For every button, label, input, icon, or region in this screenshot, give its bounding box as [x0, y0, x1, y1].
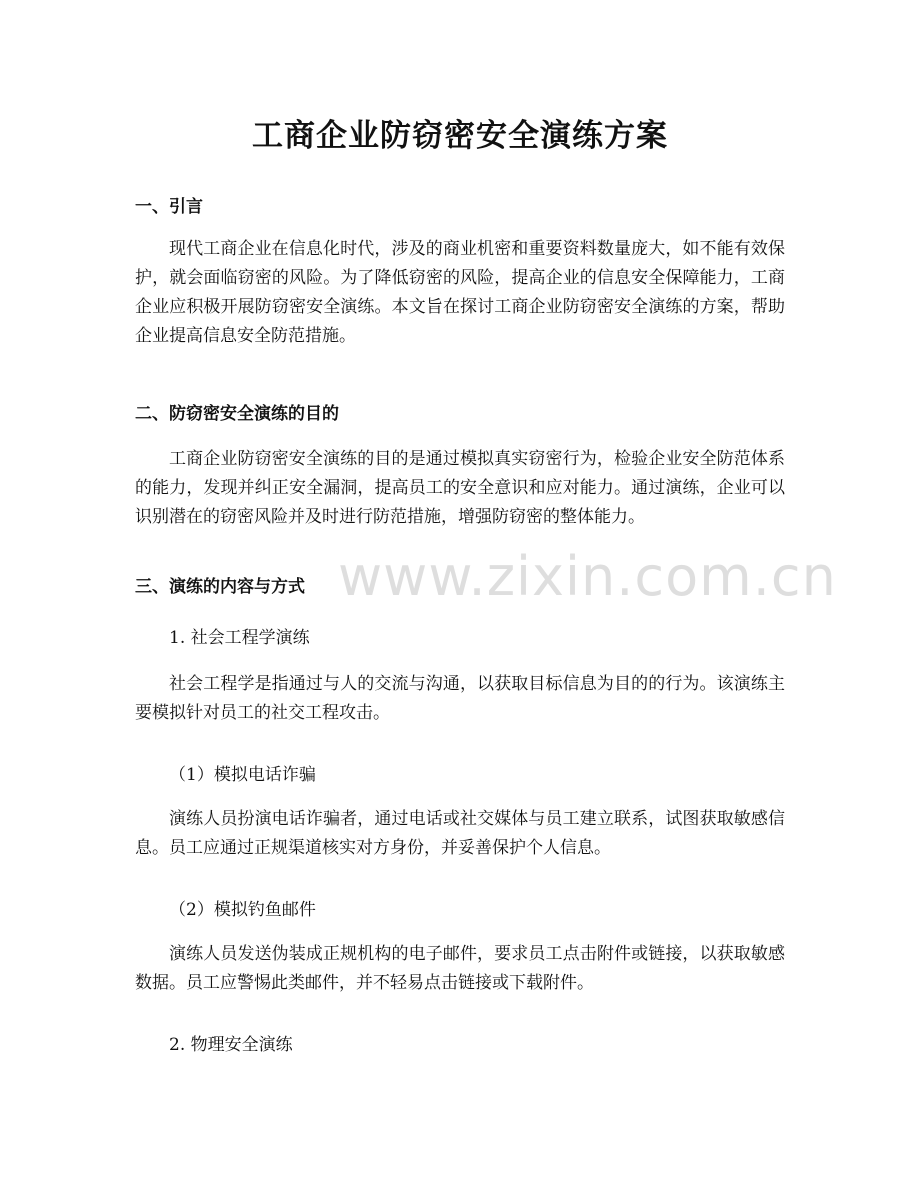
- subsection-label-phone-fraud: （1）模拟电话诈骗: [169, 765, 316, 785]
- subsection-label-physical-security: 2. 物理安全演练: [169, 1035, 293, 1055]
- watermark: www.zixin.com.cn: [338, 545, 837, 608]
- subsection-paragraph-phishing-email: 演练人员发送伪装成正规机构的电子邮件，要求员工点击附件或链接，以获取敏感数据。员工应警惕此类邮件，并不轻易点击链接或下载附件。: [135, 944, 785, 993]
- section-heading-introduction: 一、引言: [135, 197, 203, 217]
- document-title: 工商企业防窃密安全演练方案: [252, 118, 668, 154]
- subsection-label-social-engineering: 1. 社会工程学演练: [169, 628, 310, 648]
- subsection-label-phishing-email: （2）模拟钓鱼邮件: [169, 900, 316, 920]
- section-paragraph-introduction: 现代工商企业在信息化时代，涉及的商业机密和重要资料数量庞大，如不能有效保护，就会面临窃密的风险。为了降低窃密的风险，提高企业的信息安全保障能力，工商企业应积极开展防窃密安全演练。本文旨在探讨工商企业防窃密安全演练的方案，帮助企业提高信息安全防范措施。: [135, 239, 785, 346]
- section-heading-purpose: 二、防窃密安全演练的目的: [135, 404, 339, 424]
- subsection-paragraph-social-engineering: 社会工程学是指通过与人的交流与沟通，以获取目标信息为目的的行为。该演练主要模拟针对员工的社交工程攻击。: [135, 674, 785, 723]
- subsection-paragraph-phone-fraud: 演练人员扮演电话诈骗者，通过电话或社交媒体与员工建立联系，试图获取敏感信息。员工应通过正规渠道核实对方身份，并妥善保护个人信息。: [135, 809, 785, 858]
- section-heading-content-methods: 三、演练的内容与方式: [135, 577, 305, 597]
- section-paragraph-purpose: 工商企业防窃密安全演练的目的是通过模拟真实窃密行为，检验企业安全防范体系的能力，发现并纠正安全漏洞，提高员工的安全意识和应对能力。通过演练，企业可以识别潜在的窃密风险并及时进行防范措施，增强防窃密的整体能力。: [135, 449, 785, 527]
